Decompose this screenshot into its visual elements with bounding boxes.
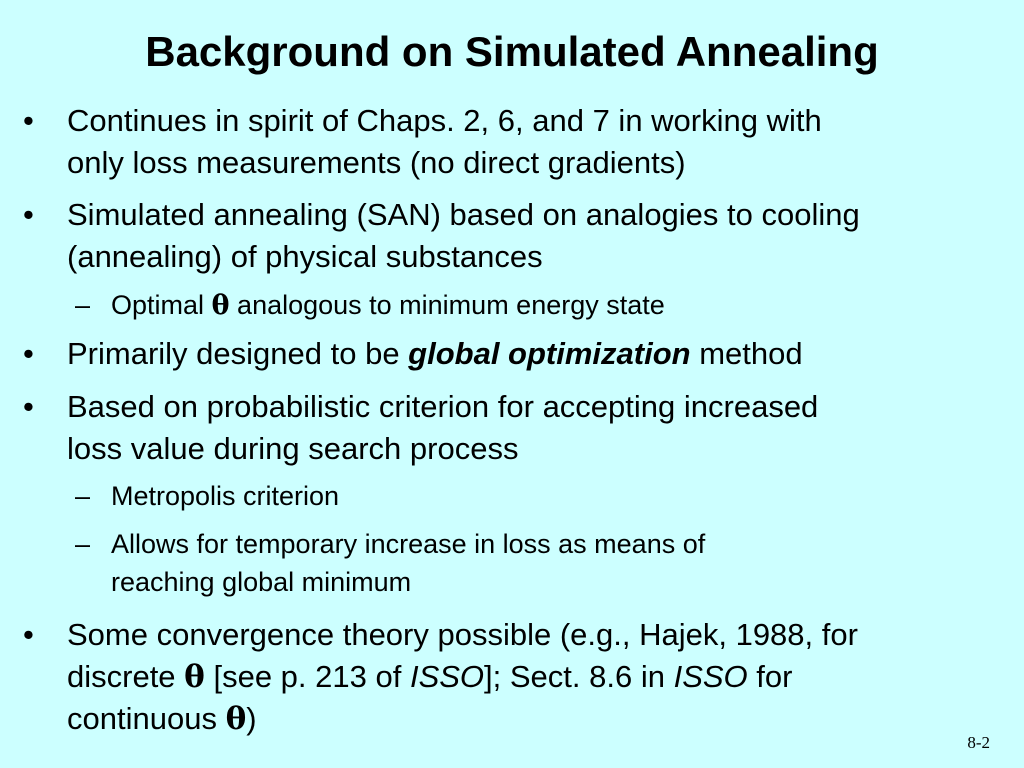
- bullet-dot: •: [23, 336, 34, 371]
- sub-2-line-2: reaching global minimum: [111, 567, 412, 597]
- page-number: 8-2: [967, 733, 990, 752]
- bullet-3-text-a: Primarily designed to be: [67, 336, 409, 371]
- text-span: discrete: [67, 659, 185, 694]
- theta-symbol: θ: [184, 659, 205, 695]
- theta-symbol: θ: [225, 701, 247, 737]
- sub-text: Metropolis criterion: [111, 481, 340, 511]
- sub-dash: –: [75, 529, 91, 559]
- bullet-2-line-1: Simulated annealing (SAN) based on analogies to cooling: [67, 197, 860, 232]
- emphasis-global-optimization: global optimization: [408, 336, 691, 371]
- bullet-4-sub-1: [75, 477, 991, 515]
- bullet-1-line-1: Continues in spirit of Chaps. 2, 6, and 7 in working with: [67, 103, 822, 138]
- text-span: ]; Sect. 8.6 in: [484, 659, 674, 694]
- bullet-5: [23, 614, 987, 740]
- bullet-2-sub-1: [75, 286, 991, 325]
- text-span: for: [747, 659, 793, 694]
- bullet-5-line-1: Some convergence theory possible (e.g., Hajek, 1988, for: [67, 617, 858, 652]
- bullet-dot: •: [23, 389, 34, 424]
- bullet-dot: •: [23, 103, 34, 138]
- sub-dash: –: [75, 290, 91, 320]
- bullet-2-line-2: (annealing) of physical substances: [67, 239, 543, 274]
- text-span: continuous: [67, 701, 226, 736]
- sub-dash: –: [75, 481, 91, 511]
- theta-symbol: θ: [211, 290, 230, 321]
- bullet-4-line-1: Based on probabilistic criterion for accepting increased: [67, 389, 819, 424]
- bullet-4: [23, 386, 987, 470]
- bullet-1: [23, 100, 987, 184]
- bullet-dot: •: [23, 617, 34, 652]
- bullet-2: [23, 194, 987, 278]
- bullet-1-line-2: only loss measurements (no direct gradients): [67, 145, 686, 180]
- bullet-4-line-2: loss value during search process: [67, 431, 519, 466]
- bullet-4-sub-2: [75, 525, 991, 601]
- bullet-dot: •: [23, 197, 34, 232]
- text-span: [see p. 213 of: [204, 659, 410, 694]
- isso-reference: ISSO: [673, 659, 748, 694]
- sub-text-a: Optimal: [111, 290, 212, 320]
- slide-title: Background on Simulated Annealing: [145, 28, 879, 75]
- isso-reference: ISSO: [409, 659, 485, 694]
- text-span: ): [246, 701, 257, 736]
- sub-2-line-1: Allows for temporary increase in loss as means of: [111, 529, 706, 559]
- bullet-5-line-3: [67, 698, 987, 740]
- bullet-5-line-2: [67, 656, 987, 698]
- sub-text-b: analogous to minimum energy state: [229, 290, 665, 320]
- bullet-3: [23, 333, 987, 375]
- bullet-3-text-b: method: [690, 336, 803, 371]
